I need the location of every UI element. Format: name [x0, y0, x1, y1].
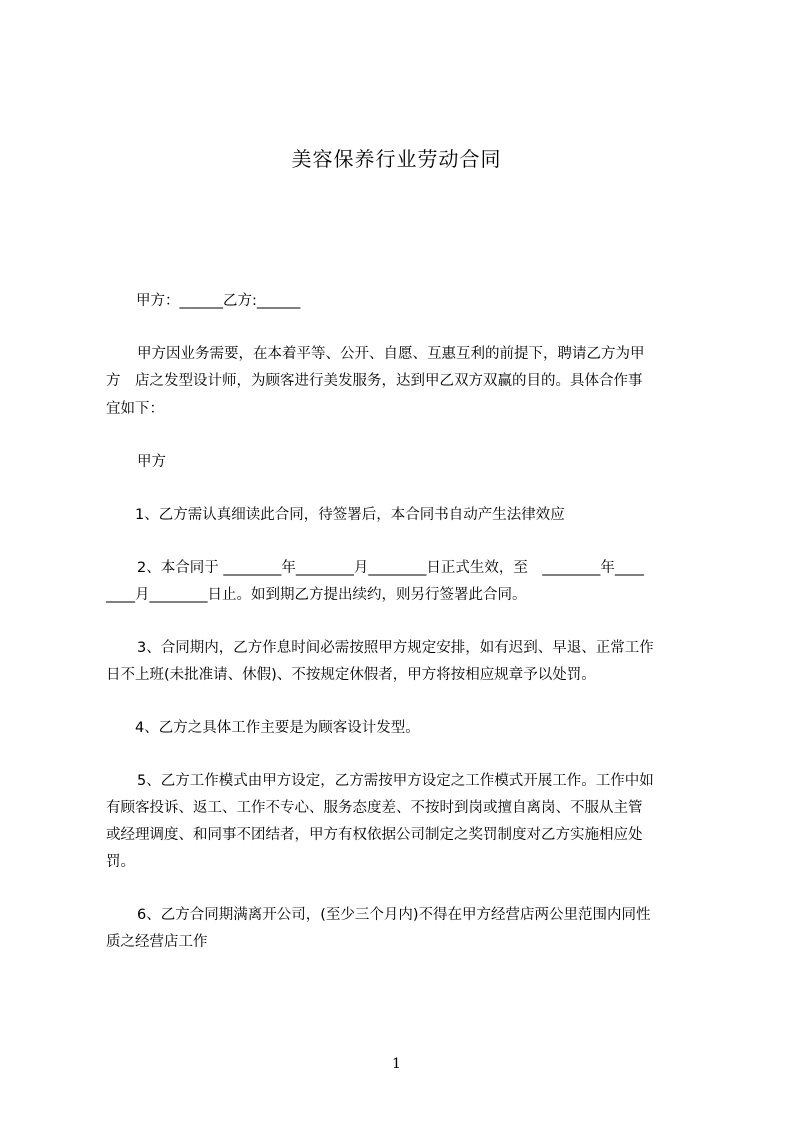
clause-4-line-1: 4、乙方之具体工作主要是为顾客设计发型。 — [135, 720, 420, 736]
clause-1-line-1: 1、乙方需认真细读此合同，待签署后，本合同书自动产生法律效应 — [135, 507, 565, 523]
intro-line-1: 甲方因业务需要，在本着平等、公开、自愿、互惠互利的前提下，聘请乙方为甲 — [137, 346, 645, 362]
clause-6-line-1: 6、乙方合同期满离开公司，(至少三个月内)不得在甲方经营店两公里范围内同性 — [137, 907, 651, 923]
clause-2-line-1: 2、本合同于 ________年________月________日正式生效，至 ________年____ — [137, 560, 644, 576]
clause-3-line-2: 日不上班(未批准请、休假)、不按规定休假者，甲方将按相应规章予以处罚。 — [106, 667, 596, 683]
clause-5-line-3: 或经理调度、和同事不团结者，甲方有权依据公司制定之奖罚制度对乙方实施相应处 — [106, 827, 643, 843]
clause-5-line-4: 罚。 — [106, 854, 135, 870]
clause-6-line-2: 质之经营店工作 — [106, 934, 208, 950]
intro-line-2: 方 店之发型设计师，为顾客进行美发服务，达到甲乙双方双赢的目的。具体合作事 — [106, 373, 643, 389]
parties-line: 甲方：______乙方:______ — [136, 293, 301, 309]
clause-3-line-1: 3、合同期内，乙方作息时间必需按照甲方规定安排，如有迟到、早退、正常工作 — [137, 640, 654, 656]
clause-5-line-2: 有顾客投诉、返工、工作不专心、服务态度差、不按时到岗或擅自离岗、不服从主管 — [106, 800, 643, 816]
intro-line-3: 宜如下： — [106, 401, 164, 417]
clause-5-line-1: 5、乙方工作模式由甲方设定，乙方需按甲方设定之工作模式开展工作。工作中如 — [137, 773, 654, 789]
document-title: 美容保养行业劳动合同 — [291, 147, 502, 171]
section-heading: 甲方 — [137, 454, 166, 470]
page-number: 1 — [392, 1056, 401, 1072]
clause-2-line-2: ____月________日止。如到期乙方提出续约，则另行签署此合同。 — [106, 587, 527, 603]
